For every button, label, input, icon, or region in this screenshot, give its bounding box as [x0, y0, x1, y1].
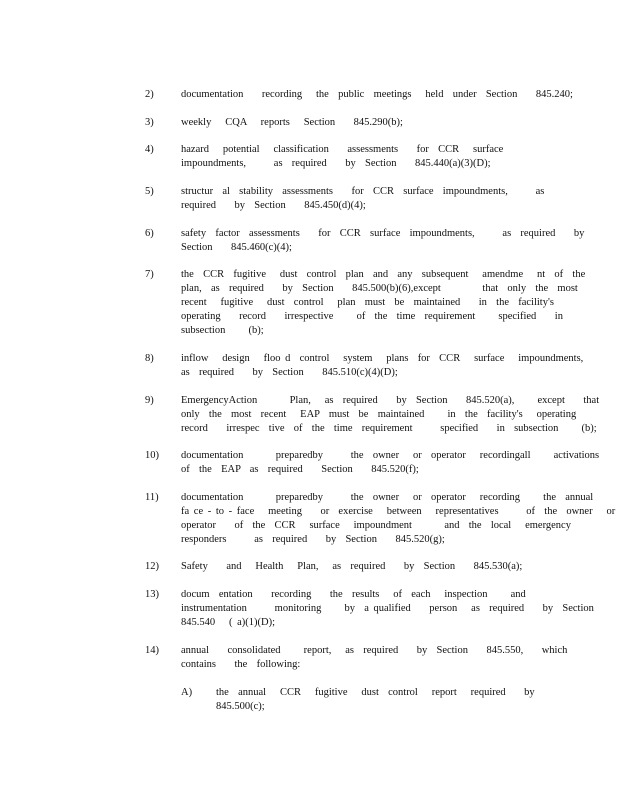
item-text	[181, 560, 522, 574]
text-line: responders as required by Section 845.520(g);	[181, 534, 445, 545]
item-number: 10)	[145, 450, 159, 461]
text-line: safety factor assessments for CCR surface impoundments, as required by	[181, 228, 585, 239]
text-line: impoundments, as required by Section 845.440(a)(3)(D);	[181, 158, 491, 169]
text-line: of the EAP as required Section 845.520(f);	[181, 464, 419, 475]
text-line: record irrespec tive of the time requirement specified in subsection (b);	[181, 423, 597, 434]
text-line: inflow design floo d control system plans for CCR surface impoundments,	[181, 353, 584, 364]
text-line: the CCR fugitive dust control plan and any subsequent amendme nt of the	[181, 269, 586, 280]
item-number: 6)	[145, 228, 154, 239]
text-line: as required by Section 845.510(c)(4)(D);	[181, 367, 398, 378]
text-line: documentation preparedby the owner or operator recordingall activations	[181, 450, 600, 461]
item-letter: A)	[181, 687, 193, 698]
text-line: contains the following:	[181, 659, 301, 670]
item-text	[181, 588, 594, 630]
item-number: 11)	[145, 492, 159, 503]
text-line: 845.500(c);	[216, 701, 265, 712]
text-line: annual consolidated report, as required by Section 845.550, which	[181, 645, 568, 656]
text-line: documentation preparedby the owner or operator recording the annual	[181, 492, 594, 503]
item-number: 2)	[145, 89, 154, 100]
item-text	[181, 644, 567, 672]
item-number: 14)	[145, 645, 159, 656]
item-text	[181, 449, 599, 477]
text-line: operating record irrespective of the time requirement specified in	[181, 311, 563, 322]
text-line: subsection (b);	[181, 325, 264, 336]
text-line: plan, as required by Section 845.500(b)(6),except that only the most	[181, 283, 578, 294]
text-line: recent fugitive dust control plan must be maintained in the facility's	[181, 297, 554, 308]
text-line: hazard potential classification assessments for CCR surface	[181, 144, 504, 155]
text-line: documentation recording the public meetings held under Section 845.240;	[181, 89, 573, 100]
item-text	[216, 686, 535, 714]
text-line: only the most recent EAP must be maintained in the facility's operating	[181, 409, 577, 420]
text-line: docum entation recording the results of each inspection and	[181, 589, 526, 600]
item-number: 7)	[145, 269, 154, 280]
text-line: operator of the CCR surface impoundment and the local emergency	[181, 520, 571, 531]
text-line: 845.540 ( a)(1)(D);	[181, 617, 276, 628]
item-text	[181, 352, 583, 380]
text-line: fa ce - to - face meeting or exercise between representatives of the owner or	[181, 506, 616, 517]
text-line: the annual CCR fugitive dust control report required by	[216, 687, 535, 698]
item-text	[181, 185, 544, 213]
text-line: required by Section 845.450(d)(4);	[181, 200, 366, 211]
item-text	[181, 227, 584, 255]
item-text	[181, 88, 573, 102]
text-line: instrumentation monitoring by a qualified person as required by Section	[181, 603, 594, 614]
item-number: 9)	[145, 395, 154, 406]
text-line: weekly CQA reports Section 845.290(b);	[181, 117, 403, 128]
item-text	[181, 491, 615, 547]
item-text	[181, 394, 599, 436]
item-number: 5)	[145, 186, 154, 197]
item-text	[181, 143, 503, 171]
text-line: Section 845.460(c)(4);	[181, 242, 292, 253]
item-number: 4)	[145, 144, 154, 155]
text-line: structur al stability assessments for CCR surface impoundments, as	[181, 186, 545, 197]
text-line: EmergencyAction Plan, as required by Section 845.520(a), except that	[181, 395, 600, 406]
text-line: Safety and Health Plan, as required by Section 845.530(a);	[181, 561, 523, 572]
item-number: 3)	[145, 117, 154, 128]
item-number: 13)	[145, 589, 159, 600]
item-number: 12)	[145, 561, 159, 572]
item-number: 8)	[145, 353, 154, 364]
item-text	[181, 268, 585, 338]
item-text	[181, 116, 403, 130]
